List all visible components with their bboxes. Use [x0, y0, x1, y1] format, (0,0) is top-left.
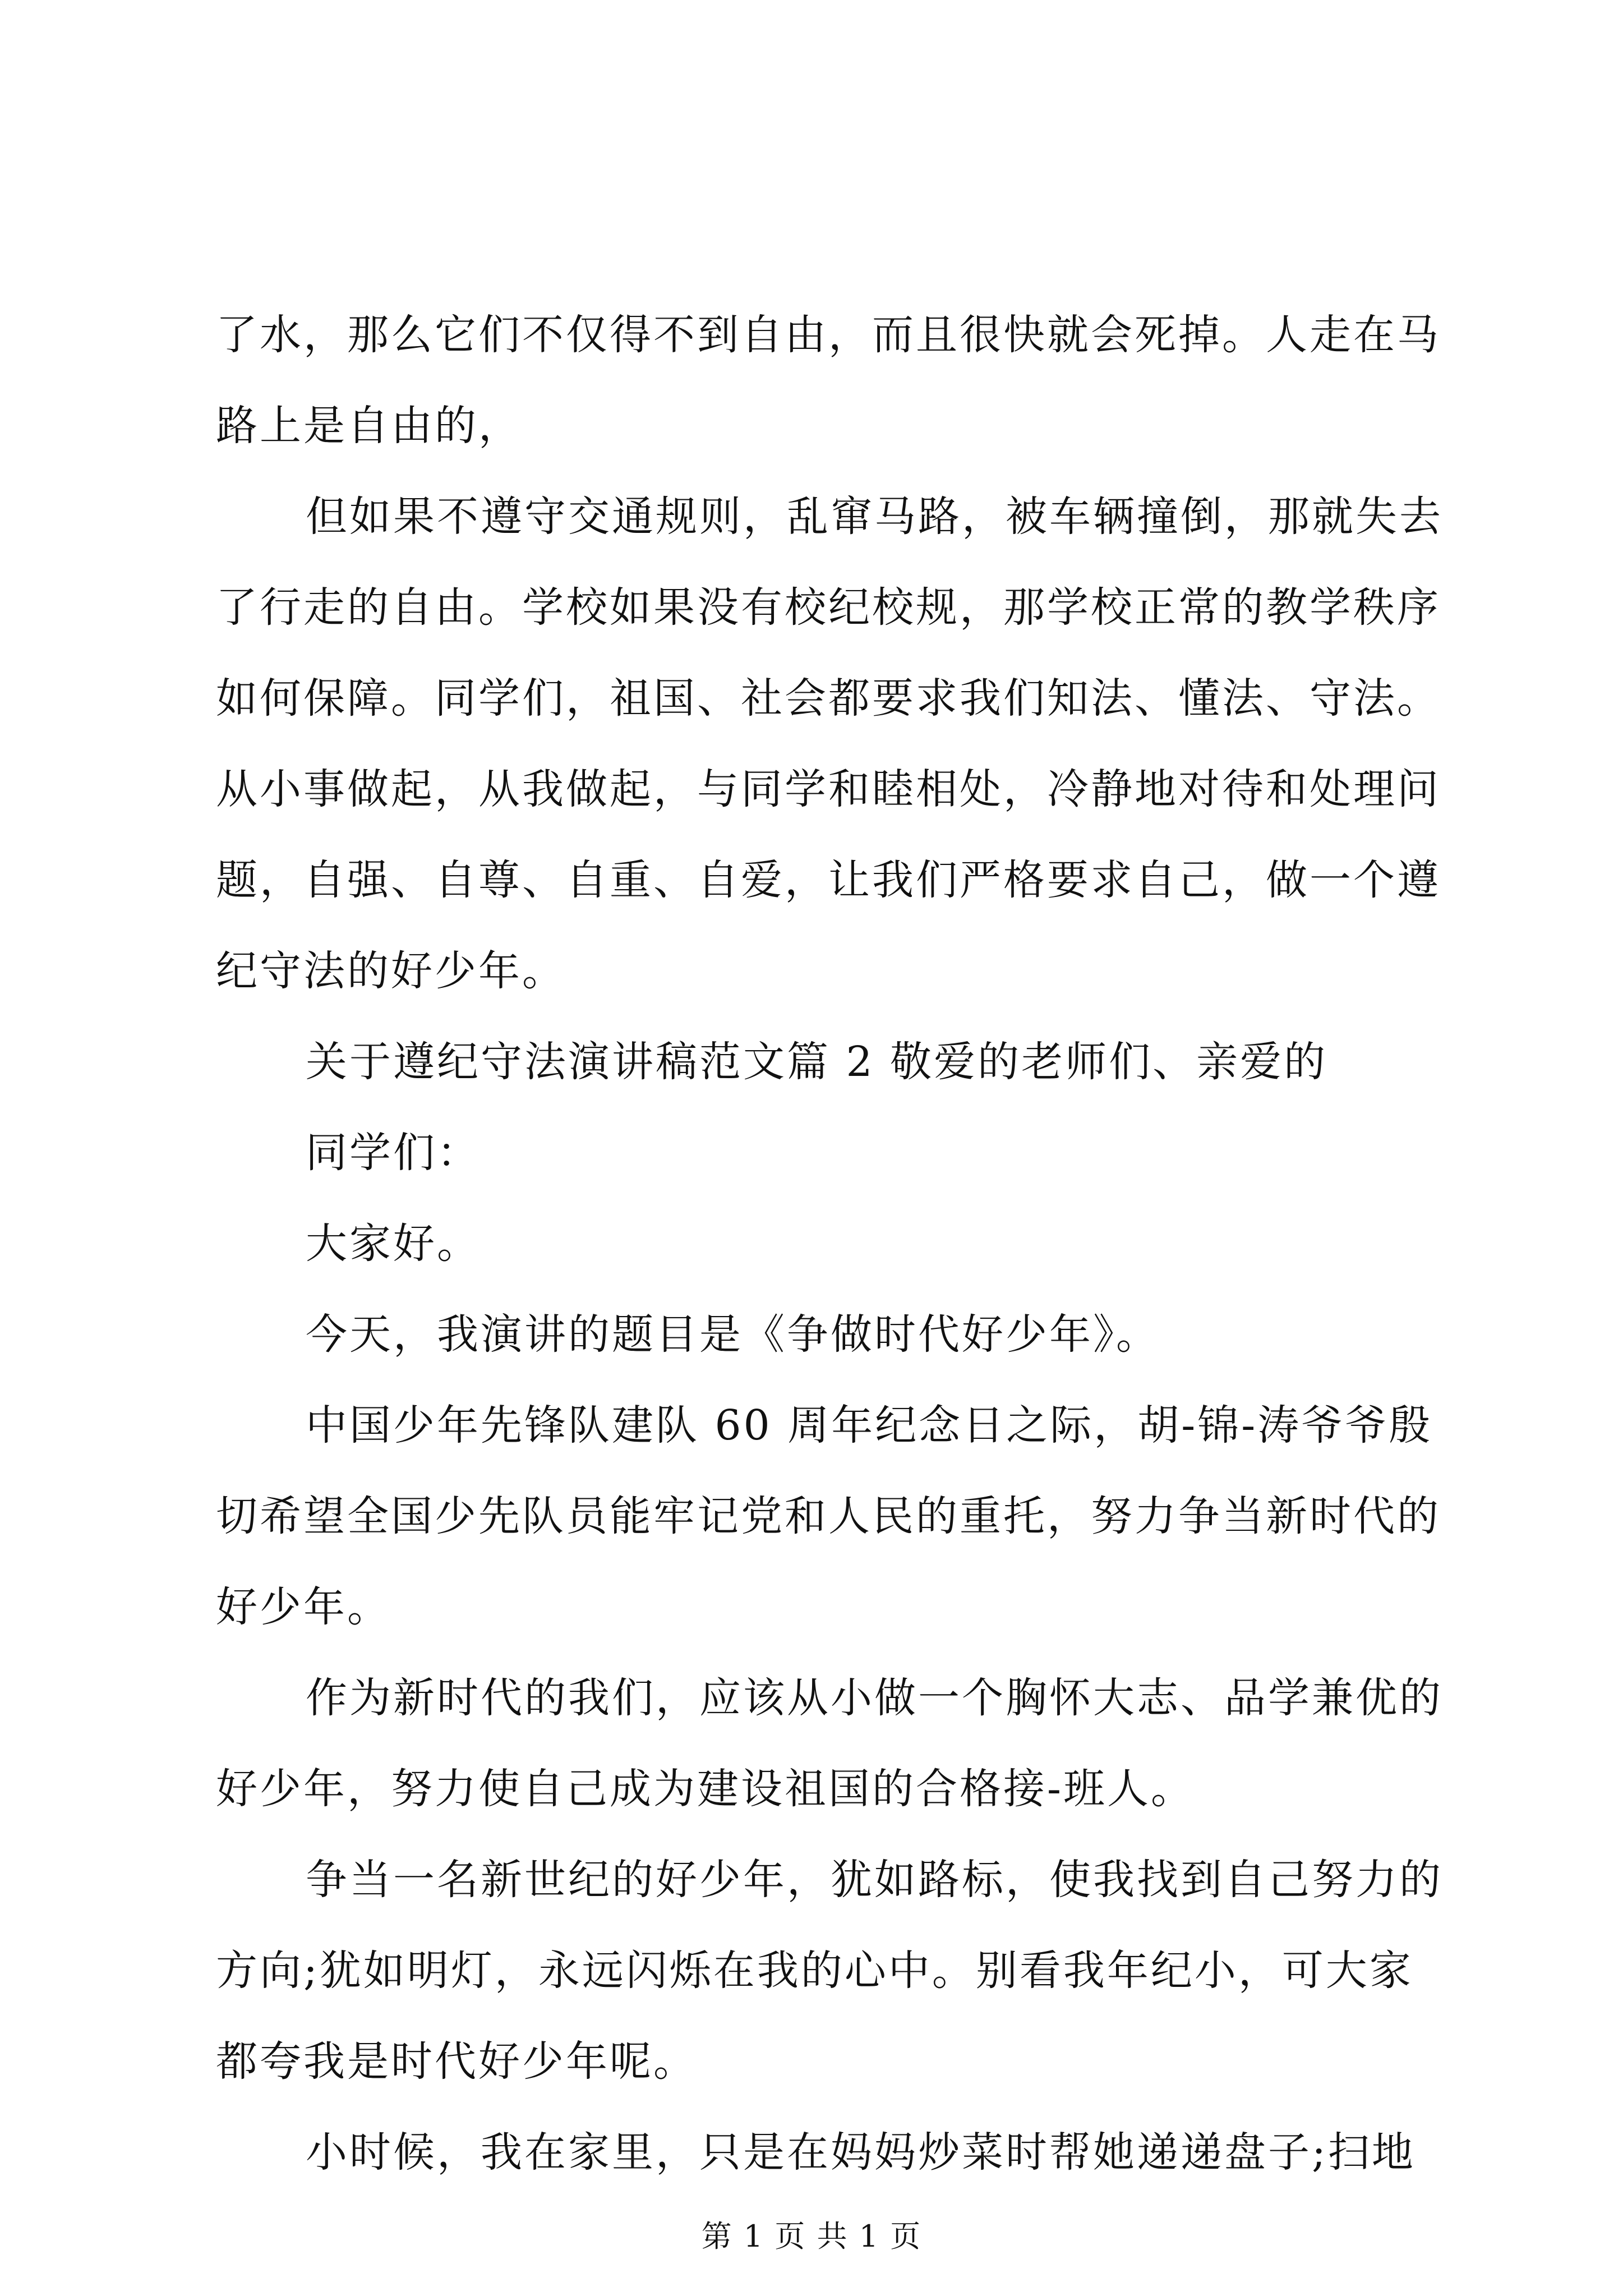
text-line-14: 切希望全国少先队员能牢记党和人民的重托，努力争当新时代的: [216, 1492, 1441, 1540]
text-line-9: 关于遵纪守法演讲稿范文篇 2 敬爱的老师们、亲爱的: [306, 1038, 1328, 1086]
text-line-13: 中国少年先锋队建队 60 周年纪念日之际，胡-锦-涛爷爷殷: [306, 1401, 1433, 1450]
text-line-3: 但如果不遵守交通规则，乱窜马路，被车辆撞倒，那就失去: [306, 493, 1443, 541]
page-footer: 第 1 页 共 1 页: [701, 2219, 922, 2254]
text-line-18: 争当一名新世纪的好少年，犹如路标，使我找到自己努力的: [306, 1856, 1443, 1904]
text-line-15: 好少年。: [216, 1583, 391, 1631]
text-line-19: 方向;犹如明灯，永远闪烁在我的心中。别看我年纪小，可大家: [216, 1947, 1413, 1995]
text-line-12: 今天，我演讲的题目是《争做时代好少年》。: [306, 1310, 1160, 1359]
text-line-8: 纪守法的好少年。: [216, 947, 566, 995]
text-line-11: 大家好。: [306, 1220, 481, 1268]
text-line-1: 了水，那么它们不仅得不到自由，而且很快就会死掉。人走在马: [216, 311, 1441, 359]
text-line-20: 都夸我是时代好少年呢。: [216, 2037, 697, 2086]
text-line-6: 从小事做起，从我做起，与同学和睦相处，冷静地对待和处理问: [216, 765, 1441, 813]
text-line-17: 好少年，努力使自己成为建设祖国的合格接-班人。: [216, 1765, 1195, 1813]
text-line-16: 作为新时代的我们，应该从小做一个胸怀大志、品学兼优的: [306, 1674, 1443, 1722]
text-line-2: 路上是自由的，: [216, 402, 522, 450]
text-line-7: 题，自强、自尊、自重、自爱，让我们严格要求自己，做一个遵: [216, 856, 1441, 904]
text-line-21: 小时候，我在家里，只是在妈妈炒菜时帮她递递盘子;扫地: [306, 2128, 1415, 2177]
text-line-5: 如何保障。同学们，祖国、社会都要求我们知法、懂法、守法。: [216, 674, 1441, 723]
text-line-4: 了行走的自由。学校如果没有校纪校规，那学校正常的教学秩序: [216, 583, 1441, 632]
text-line-10: 同学们：: [306, 1129, 481, 1177]
